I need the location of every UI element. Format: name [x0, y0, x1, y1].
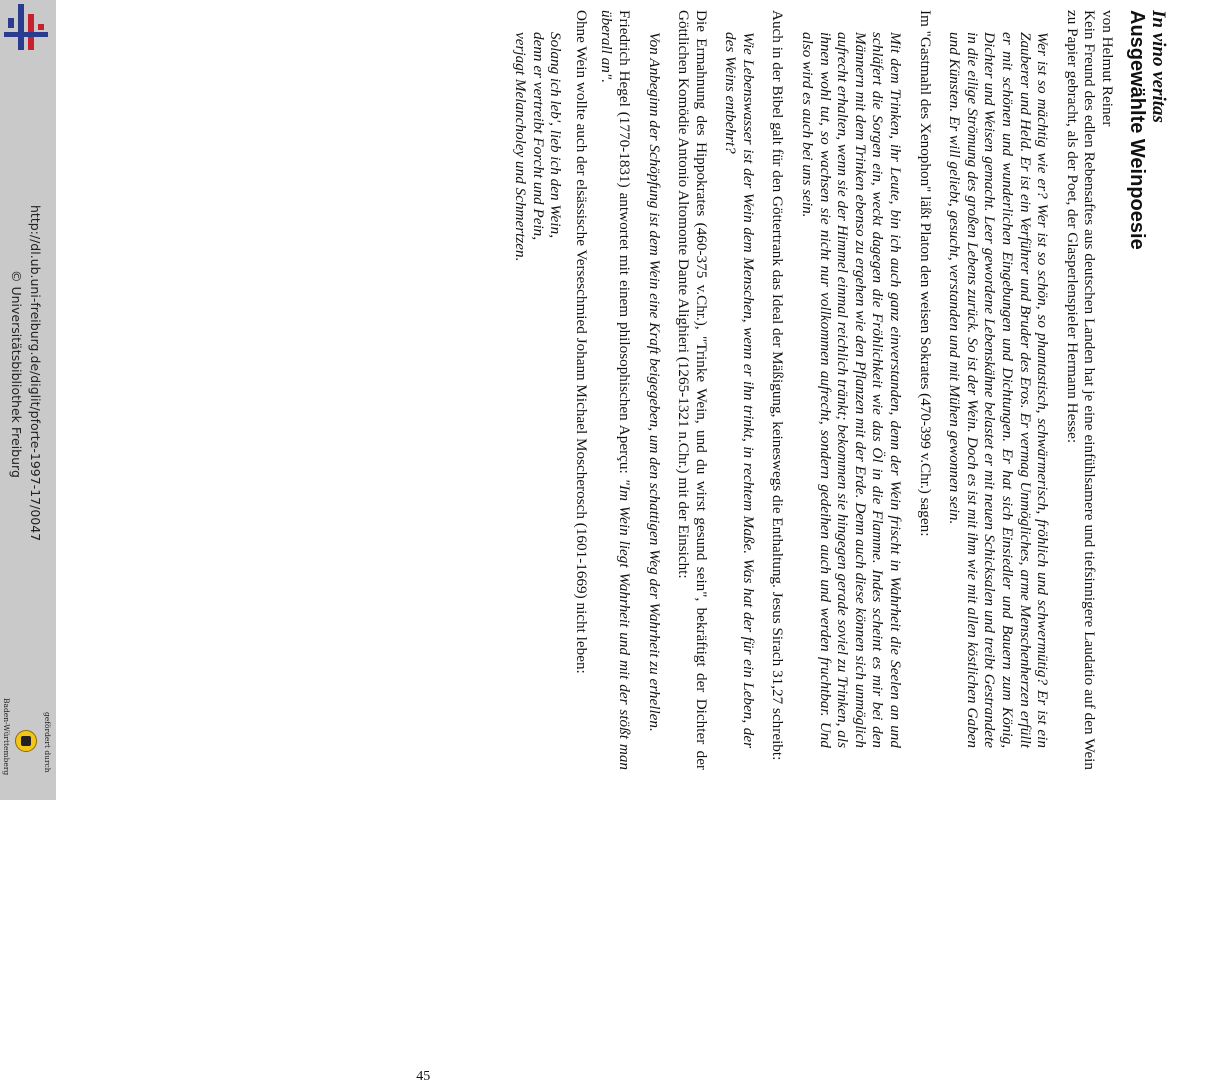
article-author: von Helmut Reiner: [1099, 10, 1116, 127]
poem-line: verjagt Melancholey und Schmertzen.: [511, 32, 529, 262]
page-number: 45: [416, 1069, 431, 1085]
quote-sokrates: Mit dem Trinken, ihr Leute, bin ich auch ganz einverstanden, denn der Wein frischt in Wahrheit die Seelen an und schläfert die Sorgen ein, weckt dagegen die Fröhlichkeit wie das Öl in die Flamme. Indes scheint es mir bei den Männern mit dem Trinken ebenso zu ergehen wie den Pflanzen mit der Erde. Denn auch diese können sich unmöglich aufrecht erhalten, wenn sie der Himmel einmal reichlich tränkt; bekommen sie hingegen gerade soviel zu Trinken, als ihnen wohl tut, so wachsen sie nicht nur vollkommen aufrecht, sondern gedeihen auch und werden fruchtbar. Und also wird es auch bei uns sein.: [799, 32, 905, 748]
funded-by-text: gefördert durch: [43, 712, 52, 773]
quote-sirach: Wie Lebenswasser ist der Wein dem Menschen, wenn er ihn trinkt, in rechtem Maße. Was hat der für ein Leben, der des Weins entbehrt?: [722, 32, 757, 748]
quote-dante: Von Anbeginn der Schöpfung ist dem Wein eine Kraft beigegeben, um den schattigen Weg der Wahrheit zu erhellen.: [645, 32, 663, 732]
viewer-sidebar: [0, 0, 56, 800]
paragraph-4: Die Ermahnung des Hippokrates (460-375 v.Chr.), "Trinke Wein, und du wirst gesund sein", bekräftigt der Dichter der Göttlichen Komödie Antonio Altomonte Dante Alighieri (1265-1321 n.Chr.) mit der Einsicht:: [675, 10, 710, 770]
state-seal-icon: [15, 730, 37, 752]
article-subtitle: Ausgewählte Weinpoesie: [1126, 10, 1148, 250]
paragraph-3: Auch in der Bibel galt für den Göttertrank das Ideal der Mäßigung, keineswegs die Enthaltung. Jesus Sirach 31,27 schreibt:: [769, 10, 787, 761]
library-logo-icon: [4, 4, 48, 50]
document-page: [58, 10, 1169, 1085]
paragraph-5: [598, 10, 633, 770]
quote-hesse: Wer ist so mächtig wie er? Wer ist so schön, so phantastisch, schwärmerisch, fröhlich und schwermütig? Er ist ein Zauberer und Held. Er ist ein Verführer und Bruder des Eros. Er vermag Unmögliches, arme Menschenherzen erfüllt er mit schönen und wunderlichen Eingebungen und Dichtungen. Er hat sich Einsiedler und Bauern zum König, Dichter und Weisen gemacht. Leer gewordene Lebenskähne belastet er mit neuen Schicksalen und treibt Gestrandete in die eilige Strömung des großen Lebens zurück. So ist der Wein. Doch es ist mit ihm wie mit allen köstlichen Gaben und Künsten. Er will geliebt, gesucht, verstanden und mit Mühen gewonnen sein.: [946, 32, 1052, 748]
poem-line: denn er vertreibt Forcht und Pein,: [529, 32, 547, 241]
source-url[interactable]: http://dl.ub.uni-freiburg.de/diglit/pforte-1997-17/0047: [28, 205, 43, 542]
quote-hegel: "Im Wein liegt Wahrheit und mit der stößt man überall an".: [598, 10, 633, 771]
paragraph-1: Kein Freund des edlen Rebensaftes aus deutschen Landen hat je eine einfühlsamere und tiefsinnigere Laudatio auf den Wein zu Papier gebracht, als der Poet, der Glasperlenspieler Hermann Hesse:: [1063, 10, 1099, 770]
poem-moscherosch: [511, 10, 564, 770]
funder-name: Baden-Württemberg: [2, 698, 11, 776]
paragraph-2: Im "Gastmahl des Xenophon" läßt Platon den weisen Sokrates (470-399 v.Chr.) sagen:: [916, 10, 934, 537]
article-title: In vino veritas: [1148, 10, 1169, 123]
copyright-text: © Universitätsbibliothek Freiburg: [9, 270, 24, 478]
poem-line: Solang ich leb', lieb ich den Wein,: [547, 32, 565, 238]
paragraph-6: Ohne Wein wollte auch der elsässische Verseschmied Johann Michael Moscherosch (1601-1669) nicht leben:: [572, 10, 590, 674]
paragraph-5-text: Friedrich Hegel (1770-1831) antwortet mit einem philosophischen Aperçu:: [615, 10, 633, 479]
